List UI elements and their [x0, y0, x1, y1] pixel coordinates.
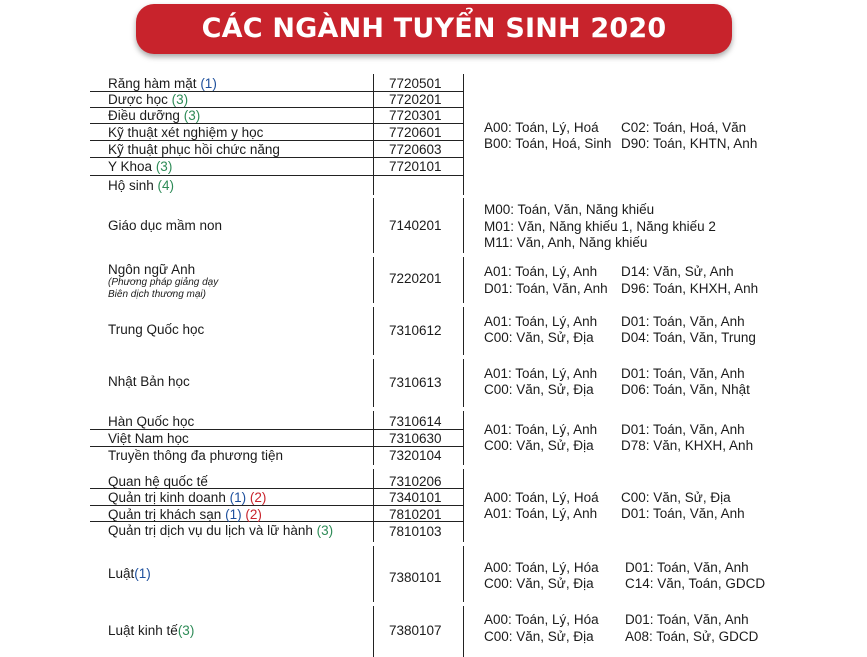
major-row [108, 507, 262, 523]
subject-combo: D90: Toán, KHTN, Anh [621, 136, 758, 151]
divider [463, 546, 464, 602]
major-tag: (4) [157, 178, 175, 193]
subject-combo: C00: Văn, Sử, Địa [484, 382, 594, 397]
major-tag: (1) [134, 566, 151, 581]
divider [463, 198, 464, 253]
subject-combo: D01: Toán, Văn, Anh [625, 612, 749, 627]
major-name: Quản trị dịch vụ du lịch và lữ hành [108, 523, 313, 538]
subject-combo: M00: Toán, Văn, Năng khiếu [484, 202, 655, 217]
major-code: 7720603 [389, 142, 442, 157]
subject-combo: C00: Văn, Sử, Địa [484, 330, 594, 345]
subject-combo: D06: Toán, Văn, Nhật [621, 382, 750, 397]
subject-combo: D78: Văn, KHXH, Anh [621, 438, 754, 453]
major-code: 7380107 [389, 623, 442, 638]
divider [463, 606, 464, 657]
divider [373, 198, 374, 253]
major-name: Hộ sinh [108, 178, 154, 193]
major-tag: (3) [171, 92, 189, 107]
major-row [108, 92, 188, 108]
subject-combo: D04: Toán, Văn, Trung [621, 330, 756, 345]
row-divider [90, 175, 464, 176]
divider [373, 546, 374, 602]
divider [463, 359, 464, 407]
subject-combo: D96: Toán, KHXH, Anh [621, 281, 759, 296]
major-name: Nhật Bản học [108, 374, 190, 389]
major-code: 7310630 [389, 431, 442, 446]
major-name: Trung Quốc học [108, 322, 205, 337]
major-code: 7310206 [389, 474, 442, 489]
major-row [108, 490, 266, 506]
major-tag: (1) [200, 76, 217, 91]
subject-combo: A01: Toán, Lý, Anh [484, 264, 598, 279]
subject-combo: A01: Toán, Lý, Anh [484, 314, 598, 329]
page-title: CÁC NGÀNH TUYỂN SINH 2020 [201, 13, 667, 44]
major-code: 7340101 [389, 490, 442, 505]
subject-combo: A00: Toán, Lý, Hoá [484, 120, 599, 135]
divider [463, 411, 464, 465]
major-code: 7140201 [389, 218, 442, 233]
subject-combo: A08: Toán, Sử, GDCD [625, 629, 759, 644]
title-banner [136, 4, 732, 54]
major-code: 7720601 [389, 125, 442, 140]
major-name: Quan hệ quốc tế [108, 474, 208, 489]
major-row [108, 523, 333, 539]
major-tag: (3) [183, 108, 201, 123]
major-row [108, 108, 200, 124]
major-row [108, 142, 280, 158]
subject-combo: C00: Văn, Sử, Địa [484, 629, 594, 644]
subject-combo: C14: Văn, Toán, GDCD [625, 576, 766, 591]
major-row [108, 159, 172, 175]
major-tag: (1) [225, 507, 242, 522]
major-code: 7810103 [389, 524, 442, 539]
major-code: 7720301 [389, 108, 442, 123]
major-row [108, 623, 194, 639]
major-tag: (3) [316, 523, 334, 538]
subject-combo: A00: Toán, Lý, Hoá [484, 490, 599, 505]
major-name: Dược học [108, 92, 168, 107]
major-name: Răng hàm mặt [108, 76, 197, 91]
divider [373, 606, 374, 657]
subject-combo: C02: Toán, Hoá, Văn [621, 120, 747, 135]
subject-combo: D01: Toán, Văn, Anh [621, 314, 745, 329]
subject-combo: D01: Toán, Văn, Anh [625, 560, 749, 575]
divider [463, 257, 464, 303]
major-code: 7720101 [389, 159, 442, 174]
major-name: Truyền thông đa phương tiện [108, 448, 284, 463]
divider [463, 307, 464, 355]
subject-combo: M01: Văn, Năng khiếu 1, Năng khiếu 2 [484, 219, 716, 234]
major-note: Biên dịch thương mại) [108, 289, 206, 300]
major-row [108, 76, 217, 92]
major-tag: (3) [177, 623, 195, 638]
subject-combo: B00: Toán, Hoá, Sinh [484, 136, 612, 151]
subject-combo: A00: Toán, Lý, Hóa [484, 612, 599, 627]
major-note: (Phương pháp giảng dạy [108, 277, 219, 288]
major-code: 7810201 [389, 507, 442, 522]
major-row [108, 125, 263, 141]
subject-combo: A00: Toán, Lý, Hóa [484, 560, 599, 575]
divider [373, 359, 374, 407]
subject-combo: A01: Toán, Lý, Anh [484, 506, 598, 521]
subject-combo: A01: Toán, Lý, Anh [484, 422, 598, 437]
major-name: Luật kinh tế [108, 623, 178, 638]
subject-combo: D01: Toán, Văn, Anh [621, 506, 745, 521]
subject-combo: D14: Văn, Sử, Anh [621, 264, 734, 279]
divider [373, 307, 374, 355]
major-tag: (2) [249, 490, 267, 505]
major-code: 7380101 [389, 570, 442, 585]
major-name: Điều dưỡng [108, 108, 180, 123]
major-name: Việt Nam học [108, 431, 189, 446]
major-name: Hàn Quốc học [108, 414, 195, 429]
major-name: Ngôn ngữ Anh [108, 262, 196, 277]
subject-combo: C00: Văn, Sử, Địa [484, 438, 594, 453]
major-code: 7720201 [389, 92, 442, 107]
major-name: Luật [108, 566, 135, 581]
major-name: Kỹ thuật xét nghiệm y học [108, 125, 264, 140]
major-tag: (1) [229, 490, 247, 505]
divider [373, 74, 374, 195]
major-code: 7310614 [389, 414, 442, 429]
subject-combo: M11: Văn, Anh, Năng khiếu [484, 235, 648, 250]
divider [463, 74, 464, 195]
major-name: Y Khoa [108, 159, 153, 174]
major-code: 7720501 [389, 76, 442, 91]
major-name: Kỹ thuật phục hồi chức năng [108, 142, 280, 157]
subject-combo: C00: Văn, Sử, Địa [621, 490, 731, 505]
major-row [108, 178, 174, 194]
major-name: Quản trị khách sạn [108, 507, 222, 522]
major-code: 7320104 [389, 448, 442, 463]
major-row [108, 566, 151, 582]
major-code: 7310612 [389, 323, 442, 338]
major-code: 7310613 [389, 375, 442, 390]
subject-combo: D01: Toán, Văn, Anh [621, 366, 745, 381]
subject-combo: A01: Toán, Lý, Anh [484, 366, 598, 381]
major-tag: (3) [155, 159, 173, 174]
subject-combo: D01: Toán, Văn, Anh [621, 422, 745, 437]
subject-combo: D01: Toán, Văn, Anh [484, 281, 608, 296]
major-name: Quản trị kinh doanh [108, 490, 226, 505]
major-code: 7220201 [389, 271, 442, 286]
major-tag: (2) [245, 507, 262, 522]
major-name: Giáo dục mầm non [108, 218, 223, 233]
subject-combo: C00: Văn, Sử, Địa [484, 576, 594, 591]
divider [373, 411, 374, 465]
divider [373, 257, 374, 303]
